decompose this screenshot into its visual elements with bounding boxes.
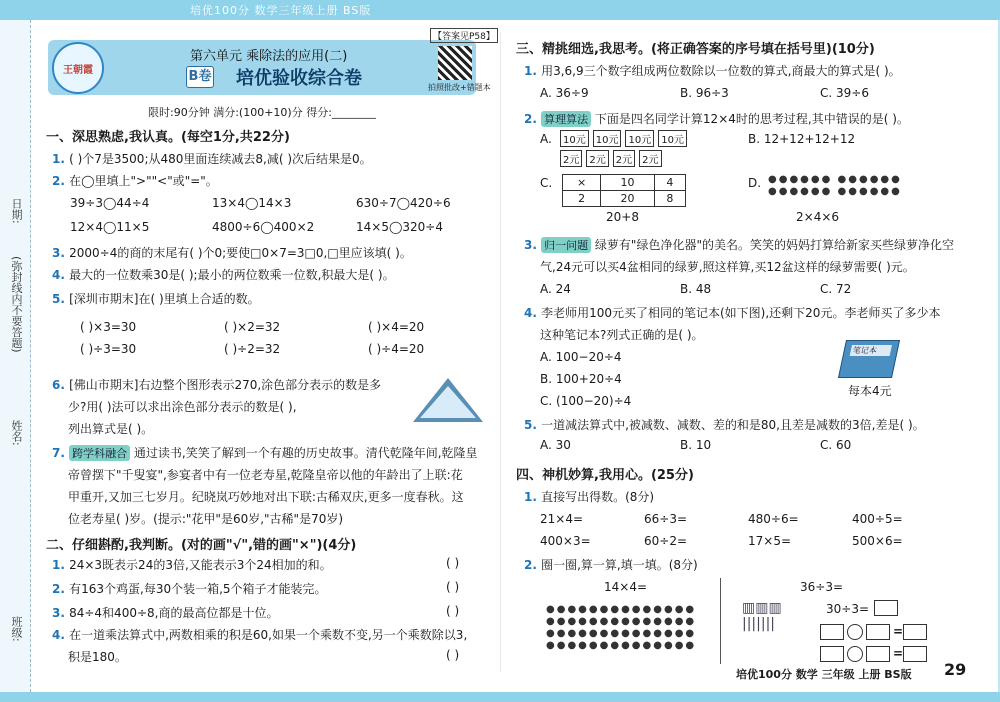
section-2-title: 二、仔细斟酌,我判断。(对的画"√",错的画"×")(4分) — [46, 538, 357, 553]
q3-text: 2000÷4的商的末尾有( )个0;要使□0×7=3□0,□里应该填( )。 — [69, 246, 412, 260]
calc-divider — [720, 578, 721, 664]
option[interactable]: C. (100−20)÷4 — [540, 394, 632, 408]
option[interactable]: C. 60 — [820, 438, 852, 452]
exam-info: 限时:90分钟 满分:(100+10)分 得分:________ — [148, 106, 376, 119]
option[interactable]: C. 39÷6 — [820, 86, 869, 100]
choice-1: 用3,6,9三个数字组成两位数除以一位数的算式,商最大的算式是( )。 — [541, 64, 901, 78]
compare-item: 12×4◯11×5 — [70, 220, 150, 234]
brand-logo: 王朝霞 — [52, 42, 104, 94]
judge-answer-box[interactable]: ( ) — [446, 604, 460, 618]
qr-code-icon[interactable] — [438, 46, 472, 80]
calc-item[interactable]: 400÷5= — [852, 512, 903, 526]
calc-item[interactable]: 66÷3= — [644, 512, 688, 526]
coin-row-tens: 10元 10元 10元 10元 — [560, 130, 691, 147]
bottom-band — [0, 692, 1000, 702]
calc-item[interactable]: 60÷2= — [644, 534, 688, 548]
option-c-caption: 20+8 — [606, 210, 639, 224]
fill-item: ( )×2=32 — [224, 320, 281, 334]
judge-answer-box[interactable]: ( ) — [446, 556, 460, 570]
compare-item: 630÷7◯420÷6 — [356, 196, 451, 210]
q7-line1: 通过读书,笑笑了解到一个有趣的历史故事。清代乾隆年间,乾隆皇 — [133, 446, 478, 460]
circle-dots-figure: ●●●●●●●●●●●●●● ●●●●●●●●●●●●●● ●●●●●●●●●●●●●● ●●●●●●●●●●●●●● — [546, 604, 697, 651]
q7-line4: 位老寿星( )岁。(提示:"花甲"是60岁,"古稀"是70岁) — [68, 512, 344, 526]
choice-4-line2: 这种笔记本?列式正确的是( )。 — [540, 328, 704, 342]
q6-line1: [佛山市期末]右边整个图形表示270,涂色部分表示的数是多 — [69, 378, 382, 392]
banner-text: 培优100分 数学三年级上册 BS版 — [190, 4, 372, 17]
choice-2: 下面是四名同学计算12×4时的思考过程,其中错误的是( )。 — [594, 112, 909, 126]
cross-subject-tag: 跨学科融合 — [69, 445, 130, 461]
q6-line2: 少?用( )法可以求出涂色部分表示的数是( ), — [68, 400, 297, 414]
footer-info: 培优100分 数学 三年级 上册 BS版 — [736, 668, 912, 681]
option[interactable]: A. 24 — [540, 282, 571, 296]
side-seal-strip — [0, 20, 31, 692]
date-label: 日期: — [10, 198, 23, 224]
fill-item: ( )÷4=20 — [368, 342, 425, 356]
fill-item: ( )÷2=32 — [224, 342, 281, 356]
judge-answer-box[interactable]: ( ) — [446, 648, 460, 662]
judge-4-line1: 在一道乘法算式中,两数相乘的积是60,如果一个乘数不变,另一个乘数除以3, — [69, 628, 468, 642]
equation-boxes-row[interactable]: = — [820, 624, 930, 640]
compare-item: 14×5◯320÷4 — [356, 220, 443, 234]
option[interactable]: C. 72 — [820, 282, 852, 296]
judge-3: 84÷4和400÷8,商的最高位都是十位。 — [69, 606, 279, 620]
q2-text: 在◯里填上">""<"或"="。 — [69, 174, 218, 188]
calc-item[interactable]: 500×6= — [852, 534, 903, 548]
notebook-price: 每本4元 — [848, 384, 892, 398]
calc-item[interactable]: 21×4= — [540, 512, 584, 526]
option[interactable]: B. 100+20÷4 — [540, 372, 622, 386]
calc-item[interactable]: 400×3= — [540, 534, 591, 548]
option[interactable]: A. 36÷9 — [540, 86, 589, 100]
judge-1: 24×3既表示24的3倍,又能表示3个24相加的和。 — [69, 558, 332, 572]
option-b[interactable]: B. 12+12+12+12 — [748, 132, 856, 146]
calc-1-title: 直接写出得数。(8分) — [541, 490, 655, 504]
q7-line2: 帝曾摆下"千叟宴",参宴者中有一位老寿星,乾隆皇帝以他的年龄出了上联:花 — [68, 468, 463, 482]
calc-item[interactable]: 480÷6= — [748, 512, 799, 526]
option[interactable]: A. 30 — [540, 438, 571, 452]
stick-bundles-icon: ▥▥▥ ||||||| — [742, 600, 782, 632]
judge-4-line2: 积是180。 — [68, 650, 127, 664]
page-number: 29 — [944, 660, 967, 679]
answer-box[interactable] — [874, 600, 901, 616]
class-label: 班级: — [10, 616, 23, 642]
option[interactable]: A. 100−20÷4 — [540, 350, 622, 364]
judge-answer-box[interactable]: ( ) — [446, 580, 460, 594]
sub-calc: 30÷3= — [826, 602, 870, 616]
judge-2: 有163个鸡蛋,每30个装一箱,5个箱子才能装完。 — [69, 582, 327, 596]
choice-4-line1: 李老师用100元买了相同的笔记本(如下图),还剩下20元。李老师买了多少本 — [541, 306, 941, 320]
unit-title: 第六单元 乘除法的应用(二) — [190, 49, 348, 64]
calc-2-title: 圈一圈,算一算,填一填。(8分) — [541, 558, 698, 572]
fill-item: ( )×4=20 — [368, 320, 425, 334]
choice-3-line1: 绿萝有"绿色净化器"的美名。笑笑的妈妈打算给新家买些绿萝净化空 — [594, 238, 954, 252]
no-answer-note: (弥封线内不要答题) — [10, 256, 23, 353]
notebook-icon: 笔记本 — [838, 340, 900, 378]
fill-item: ( )÷3=30 — [80, 342, 137, 356]
compare-item: 39÷3◯44÷4 — [70, 196, 150, 210]
unit-rate-tag: 归一问题 — [541, 237, 591, 253]
compare-item: 4800÷6◯400×2 — [212, 220, 315, 234]
q4-text: 最大的一位数乘30是( );最小的两位数乘一位数,积最大是( )。 — [69, 268, 395, 282]
multiplication-grid: × 10 4 2 20 8 — [562, 174, 686, 207]
equation-boxes-row[interactable]: = — [820, 646, 930, 662]
top-banner — [0, 0, 1000, 20]
option[interactable]: B. 10 — [680, 438, 712, 452]
worksheet-page: 培优100分 数学三年级上册 BS版 日期: (弥封线内不要答题) 姓名: 班级: 王朝霞 第六单元 乘除法的应用(二) B卷 培优验收综合卷 【答案见P58】 拍照批改+错题本 限时:90分钟 满分:(100+10)分 得分:________ 一、深思熟虑,我认真。(每空1分,共22分) 1. ( )个7是3500;从480里面连续减去8,减( )次后结果是0。 2. 在◯里填上">""<"或"="。 39÷3◯44÷4 13×4◯14×3 630÷7◯420÷6 12×4◯11×5 4800÷6◯400×2 14×5◯320÷4 3. 2000÷4的商的末尾有( )个0;要使□0×7=3□0,□里应该填( )。 4. 最大的一位数乘30是( );最小的两位数乘一位数,积最大是( )。 5. [深圳市期末]在( )里填上合适的数。 ( )×3=30 ( )×2=32 ( )×4=20 ( )÷3=30 ( )÷2=32 ( )÷4=20 6. [佛山市期末]右边整个图形表示270,涂色部分表示的数是多 少?用( )法可以求出涂色部分表示的数是( ), 列出算式是( )。 7. 跨学科融合 通过读书,笑笑了解到一个有趣的历史故事。清代乾隆年间,乾隆皇 帝曾摆下"千叟宴",参宴者中有一位老寿星,乾隆皇帝以他的年龄出了上联:花 甲重开,又加三七岁月。纪晓岚巧妙地对出下联:古稀双庆,更多一度春秋。这 位老寿星( )岁。(提示:"花甲"是60岁,"古稀"是70岁) 二、仔细斟酌,我判断。(对的画"√",错的画"×")(4分) 1. 24×3既表示24的3倍,又能表示3个24相加的和。 ( ) 2. 有163个鸡蛋,每30个装一箱,5个箱子才能装完。 ( ) 3. 84÷4和400÷8,商的最高位都是十位。 ( ) 4. 在一道乘法算式中,两数相乘的积是60,如果一个乘数不变,另一个乘数除以3, 积是180。 ( ) 三、精挑细选,我思考。(将正确答案的序号填在括号里)(10分) 1. 用3,6,9三个数字组成两位数除以一位数的算式,商最大的算式是( )。 A. 36÷9 B. 96÷3 C. 39÷6 2. 算理算法 下面是四名同学计算12×4时的思考过程,其中错误的是( )。 A. 10元 10元 10元 10元 2元 2元 2元 2元 B. 12+12+12+12 C. × 10 4 2 20 8 20+8 D. ●●●●●● ●●●●●● ●●●●●● ●●●●●● 2×4×6 3. 归一问题 绿萝有"绿色净化器"的美名。笑笑的妈妈打算给新家买些绿萝净化空 气,24元可以买4盆相同的绿萝,照这样算,买12盆这样的绿萝需要( )元。 A. 24 B. 48 C. 72 4. 李老师用100元买了相同的笔记本(如下图),还剩下20元。李老师买了多少本 这种笔记本?列式正确的是( )。 A. 100−20÷4 B. 100+20÷4 C. (100−20)÷4 笔记本 每本4元 5. 一道减法算式中,被减数、减数、差的和是80,且差是减数的3倍,差是( )。 A. 30 B. 10 C. 60 四、神机妙算,我用心。(25分) 1. 直接写出得数。(8分) 21×4= 66÷3= 480÷6= 400÷5= 400×3= 60÷2= 17×5= 500×6= 2. 圈一圈,算一算,填一填。(8分) 14×4= ●●●●●●●●●●●●●● ●●●●●●●●●●●●●● ●●●●●●●●●●●●●● ●●●●●●●●●●●●●● 36÷3= ▥▥▥ ||||||| 30÷3= = = 培优100分 数学 三年级 上册 BS版 29 — [0, 0, 1000, 702]
name-label: 姓名: — [10, 420, 23, 446]
q1-text: ( )个7是3500;从480里面连续减去8,减( )次后结果是0。 — [69, 152, 372, 166]
option-c-label[interactable]: C. — [540, 176, 553, 190]
coin-row-twos: 2元 2元 2元 2元 — [560, 150, 666, 167]
triangle-shaded-part — [420, 386, 476, 418]
section-3-title: 三、精挑细选,我思考。(将正确答案的序号填在括号里)(10分) — [516, 42, 875, 57]
answer-reference: 【答案见P58】 — [430, 28, 498, 43]
compare-item: 13×4◯14×3 — [212, 196, 292, 210]
choice-3-line2: 气,24元可以买4盆相同的绿萝,照这样算,买12盆这样的绿萝需要( )元。 — [540, 260, 915, 274]
circle-calc-left[interactable]: 14×4= — [604, 580, 648, 594]
column-divider — [500, 32, 501, 672]
method-tag: 算理算法 — [541, 111, 591, 127]
fill-item: ( )×3=30 — [80, 320, 137, 334]
dot-array-figure: ●●●●●● ●●●●●● ●●●●●● ●●●●●● — [768, 174, 902, 197]
section-1-title: 一、深思熟虑,我认真。(每空1分,共22分) — [46, 130, 290, 145]
calc-item[interactable]: 17×5= — [748, 534, 792, 548]
option-d-caption: 2×4×6 — [796, 210, 840, 224]
volume-badge: B卷 — [186, 66, 214, 88]
section-4-title: 四、神机妙算,我用心。(25分) — [516, 468, 694, 483]
option[interactable]: B. 96÷3 — [680, 86, 729, 100]
option-d-label[interactable]: D. — [748, 176, 762, 190]
q7-line3: 甲重开,又加三七岁月。纪晓岚巧妙地对出下联:古稀双庆,更多一度春秋。这 — [68, 490, 464, 504]
qr-caption: 拍照批改+错题本 — [428, 83, 491, 92]
option-a-label[interactable]: A. — [540, 132, 552, 146]
option[interactable]: B. 48 — [680, 282, 712, 296]
choice-5: 一道减法算式中,被减数、减数、差的和是80,且差是减数的3倍,差是( )。 — [541, 418, 925, 432]
circle-calc-right[interactable]: 36÷3= — [800, 580, 844, 594]
page-title: 培优验收综合卷 — [236, 68, 362, 89]
q6-line3: 列出算式是( )。 — [68, 422, 154, 436]
q5-text: [深圳市期末]在( )里填上合适的数。 — [69, 292, 260, 306]
